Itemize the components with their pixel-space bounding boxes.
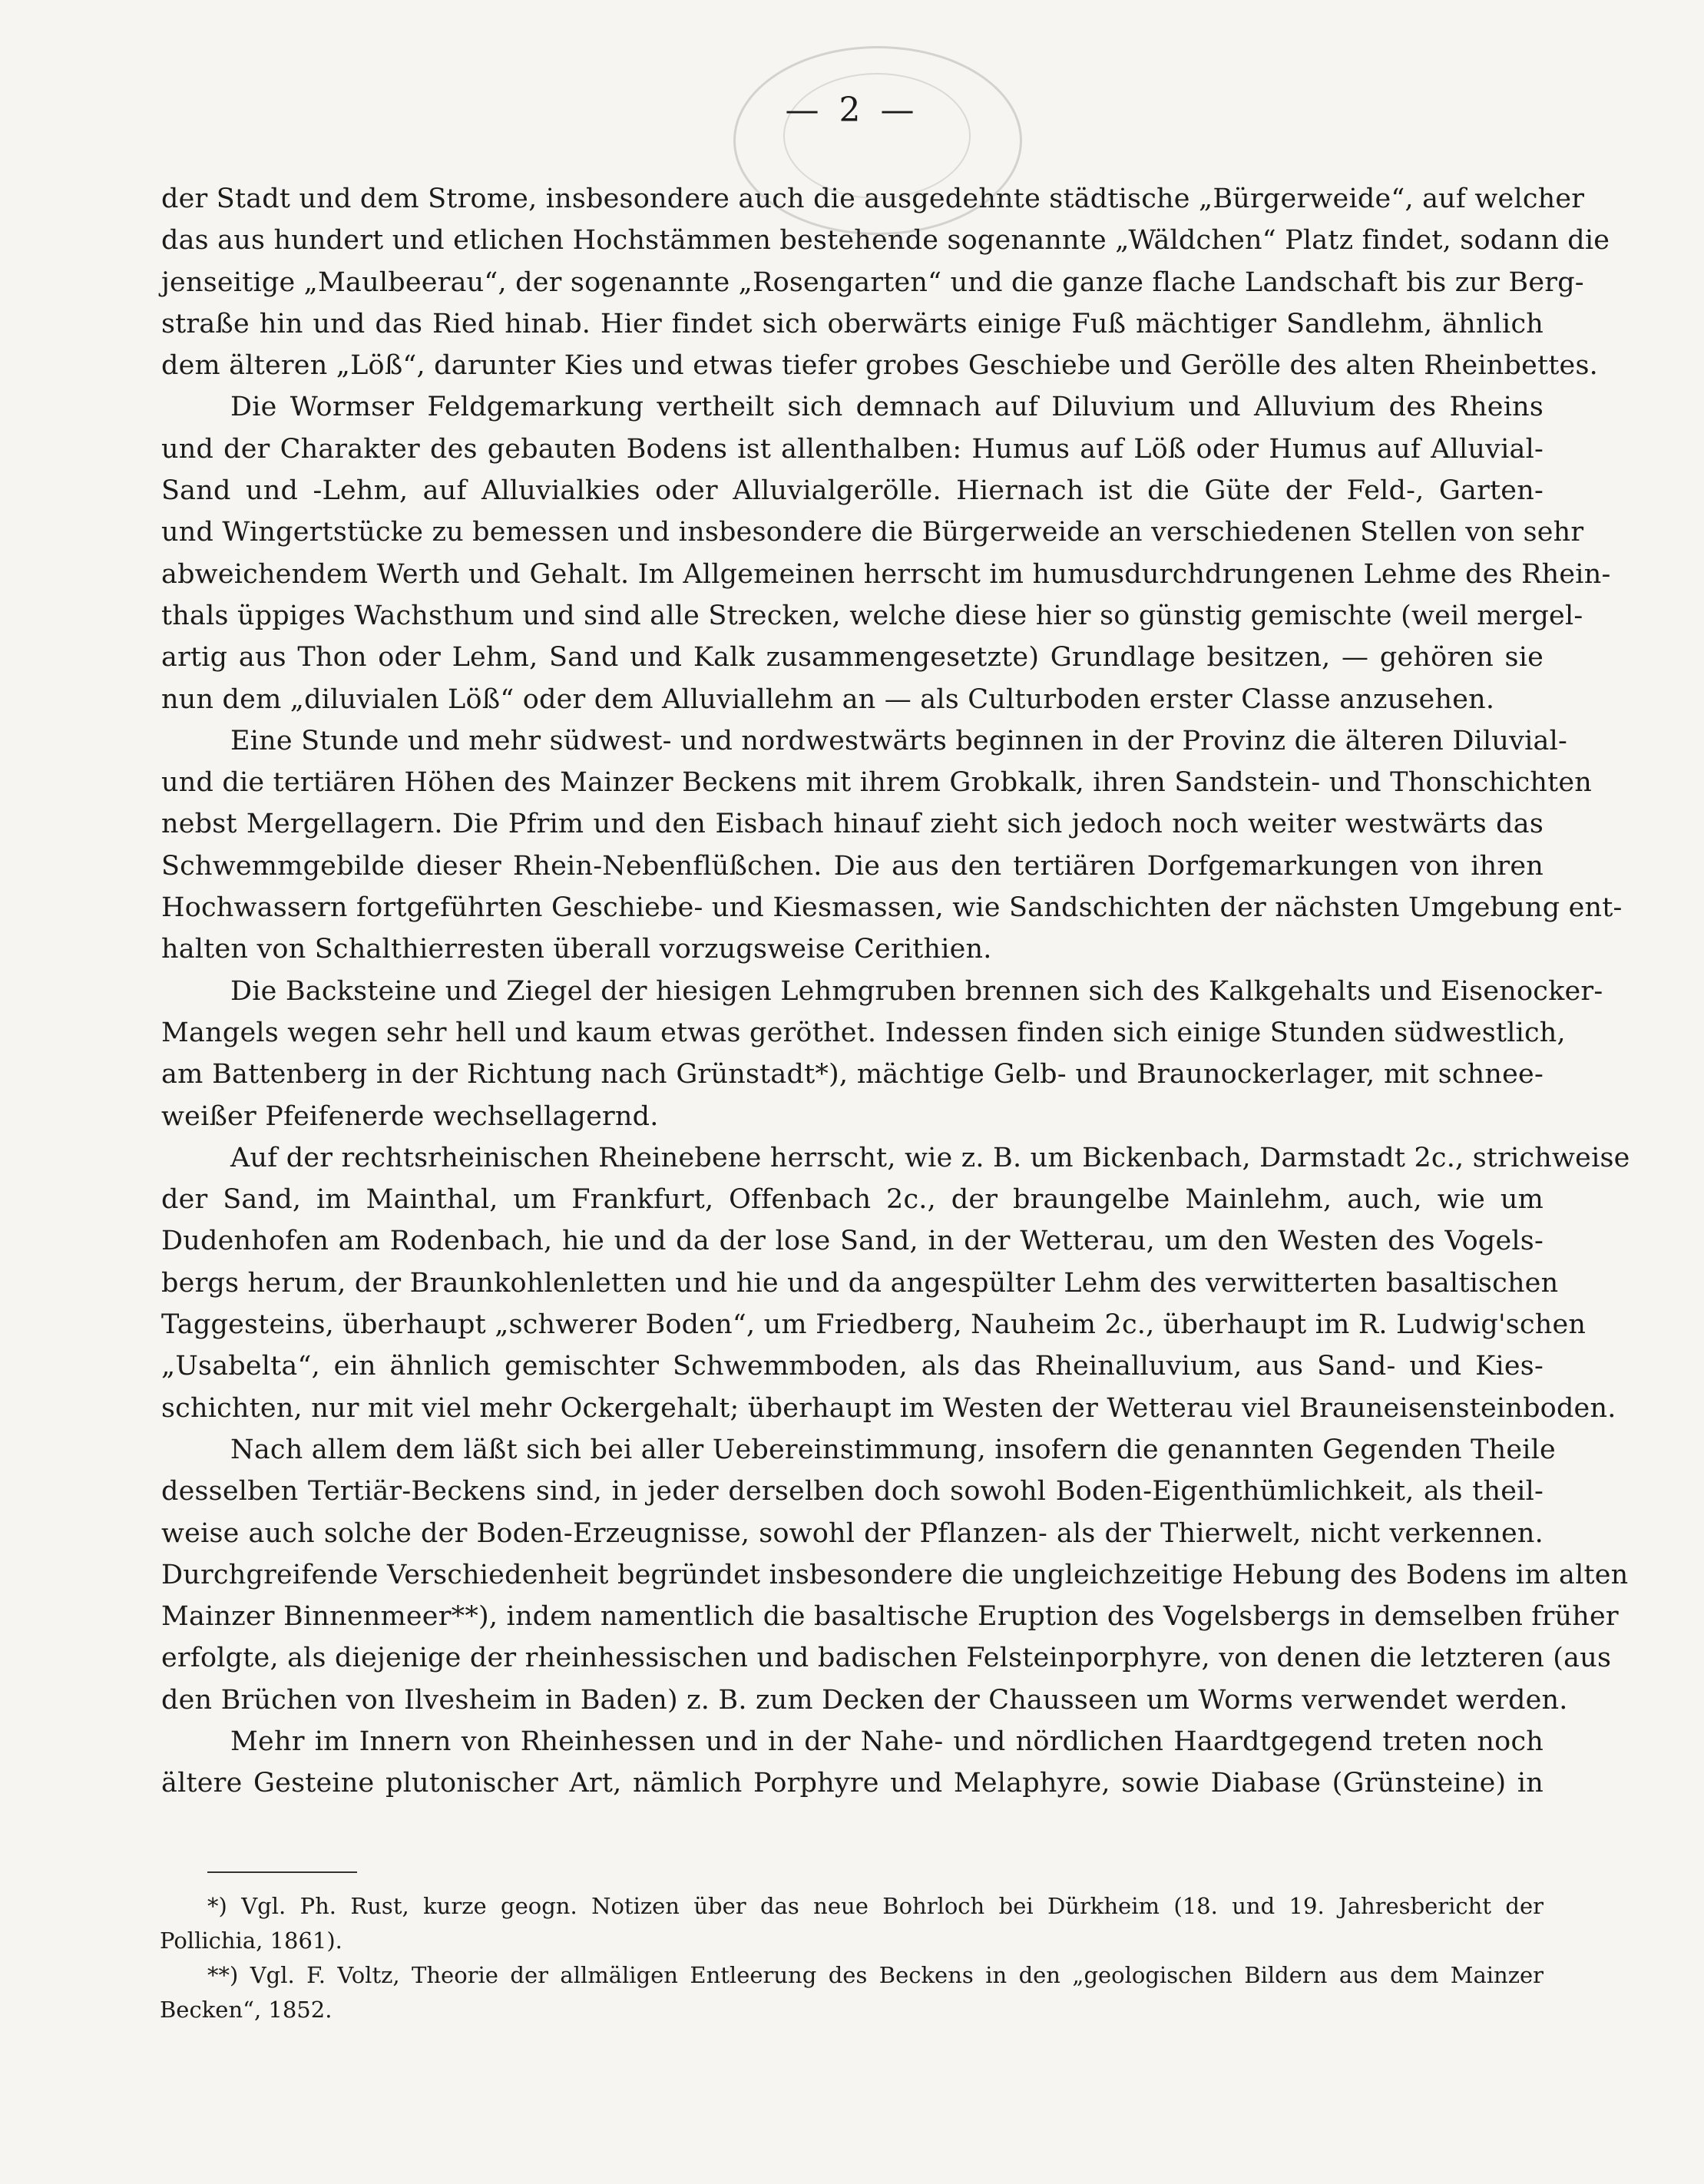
footnote — [160, 1958, 1544, 2027]
text-line: Hochwassern fortgeführten Geschiebe- und Kiesmassen, wie Sandschichten der nächsten Umgebung ent- — [161, 892, 1623, 924]
text-line: dem älteren „Löß“, darunter Kies und etwas tiefer grobes Geschiebe und Gerölle des alten Rheinbettes. — [161, 350, 1598, 382]
text-line: weise auch solche der Boden-Erzeugnisse, sowohl der Pflanzen- als der Thierwelt, nicht verkennen. — [161, 1517, 1544, 1549]
footnote — [160, 1889, 1544, 1958]
paragraph — [161, 971, 1603, 1137]
paragraph — [161, 720, 1623, 971]
main-text — [161, 178, 1630, 1805]
text-line: Die Wormser Feldgemarkung vertheilt sich demnach auf Diluvium und Alluvium des Rheins — [230, 392, 1544, 423]
text-line: straße hin und das Ried hinab. Hier findet sich oberwärts einige Fuß mächtiger Sandlehm, ähnlich — [161, 308, 1544, 339]
paragraph — [161, 386, 1611, 720]
text-line: Nach allem dem läßt sich bei aller Uebereinstimmung, insofern die genannten Gegenden Theile — [230, 1434, 1556, 1465]
paragraph — [161, 1429, 1629, 1721]
footnote-line: **) Vgl. F. Voltz, Theorie der allmäligen Entleerung des Beckens in den „geologischen Bildern aus dem Mainzer — [207, 1962, 1544, 1988]
text-line: Eine Stunde und mehr südwest- und nordwestwärts beginnen in der Provinz die älteren Diluvial- — [230, 725, 1567, 756]
text-line: Sand und -Lehm, auf Alluvialkies oder Alluvialgerölle. Hiernach ist die Güte der Feld-, Garten- — [161, 475, 1544, 507]
text-line: erfolgte, als diejenige der rheinhessischen und badischen Felsteinporphyre, von denen die letzteren (aus — [161, 1643, 1612, 1674]
text-line: und die tertiären Höhen des Mainzer Beckens mit ihrem Grobkalk, ihren Sandstein- und Thonschichten — [161, 767, 1593, 799]
text-line: den Brüchen von Ilvesheim in Baden) z. B. zum Decken der Chausseen um Worms verwendet werden. — [161, 1684, 1568, 1716]
text-line: der Stadt und dem Strome, insbesondere auch die ausgedehnte städtische „Bürgerweide“, auf welcher — [161, 184, 1585, 214]
text-line: und Wingertstücke zu bemessen und insbesondere die Bürgerweide an verschiedenen Stellen von sehr — [161, 517, 1584, 548]
text-line: der Sand, im Mainthal, um Frankfurt, Offenbach 2c., der braungelbe Mainlehm, auch, wie um — [161, 1184, 1544, 1216]
text-line: Die Backsteine und Ziegel der hiesigen Lehmgruben brennen sich des Kalkgehalts und Eisenocker- — [230, 975, 1603, 1007]
text-line: jenseitige „Maulbeerau“, der sogenannte „Rosengarten“ und die ganze flache Landschaft bis zur Berg- — [161, 266, 1584, 298]
text-line: Mangels wegen sehr hell und kaum etwas geröthet. Indessen finden sich einige Stunden südwestlich, — [161, 1017, 1566, 1048]
text-line: artig aus Thon oder Lehm, Sand und Kalk zusammengesetzte) Grundlage besitzen, — gehören sie — [161, 642, 1544, 673]
text-line: Durchgreifende Verschiedenheit begründet insbesondere die ungleichzeitige Hebung des Bodens im alten — [161, 1559, 1629, 1590]
text-line: nebst Mergellagern. Die Pfrim und den Eisbach hinauf zieht sich jedoch noch weiter westwärts das — [161, 809, 1544, 840]
text-line: Taggesteins, überhaupt „schwerer Boden“, um Friedberg, Nauheim 2c., überhaupt im R. Ludwig'schen — [161, 1309, 1587, 1341]
page-number: — 2 — — [785, 91, 919, 130]
text-line: Auf der rechtsrheinischen Rheinebene herrscht, wie z. B. um Bickenbach, Darmstadt 2c., strichweise — [230, 1142, 1630, 1173]
text-line: Mehr im Innern von Rheinhessen und in der Nahe- und nördlichen Haardtgegend treten noch — [230, 1726, 1544, 1757]
text-line: schichten, nur mit viel mehr Ockergehalt; überhaupt im Westen der Wetterau viel Brauneisensteinboden. — [161, 1392, 1616, 1424]
text-line: halten von Schalthierresten überall vorzugsweise Cerithien. — [161, 934, 992, 965]
text-line: nun dem „diluvialen Löß“ oder dem Alluviallehm an — als Culturboden erster Classe anzusehen. — [161, 683, 1495, 715]
text-line: bergs herum, der Braunkohlenletten und hie und da angespülter Lehm des verwitterten basaltischen — [161, 1267, 1559, 1299]
text-line: ältere Gesteine plutonischer Art, nämlich Porphyre und Melaphyre, sowie Diabase (Grünsteine) in — [161, 1768, 1544, 1799]
footnotes — [160, 1889, 1544, 2027]
text-line: Dudenhofen am Rodenbach, hie und da der lose Sand, in der Wetterau, um den Westen des Vogels- — [161, 1226, 1544, 1257]
text-line: thals üppiges Wachsthum und sind alle Strecken, welche diese hier so günstig gemischte (weil mergel- — [161, 600, 1583, 631]
footnote-separator — [207, 1871, 357, 1873]
text-line: abweichendem Werth und Gehalt. Im Allgemeinen herrscht im humusdurchdrungenen Lehme des Rhein- — [161, 558, 1611, 590]
text-line: Mainzer Binnenmeer**), indem namentlich die basaltische Eruption des Vogelsbergs in demselben früher — [161, 1601, 1619, 1633]
paragraph — [161, 1721, 1544, 1805]
footnote-line: Becken“, 1852. — [160, 1997, 333, 2023]
text-line: das aus hundert und etlichen Hochstämmen bestehende sogenannte „Wäldchen“ Platz findet, sodann die — [161, 225, 1610, 256]
text-line: und der Charakter des gebauten Bodens ist allenthalben: Humus auf Löß oder Humus auf Alluvial- — [161, 433, 1544, 465]
text-line: desselben Tertiär-Beckens sind, in jeder derselben doch sowohl Boden-Eigenthümlichkeit, als theil- — [161, 1476, 1544, 1507]
paragraph — [161, 1137, 1630, 1429]
footnote-line: *) Vgl. Ph. Rust, kurze geogn. Notizen über das neue Bohrloch bei Dürkheim (18. und 19. Jahresbericht der — [207, 1893, 1544, 1919]
text-line: am Battenberg in der Richtung nach Grünstadt*), mächtige Gelb- und Braunockerlager, mit schnee- — [161, 1059, 1544, 1090]
footnote-line: Pollichia, 1861). — [160, 1928, 342, 1954]
text-line: Schwemmgebilde dieser Rhein-Nebenflüßchen. Die aus den tertiären Dorfgemarkungen von ihren — [161, 850, 1544, 882]
text-line: „Usabelta“, ein ähnlich gemischter Schwemmboden, als das Rheinalluvium, aus Sand- und Kies- — [161, 1351, 1544, 1382]
text-line: weißer Pfeifenerde wechsellagernd. — [161, 1100, 659, 1132]
paragraph — [161, 178, 1610, 386]
